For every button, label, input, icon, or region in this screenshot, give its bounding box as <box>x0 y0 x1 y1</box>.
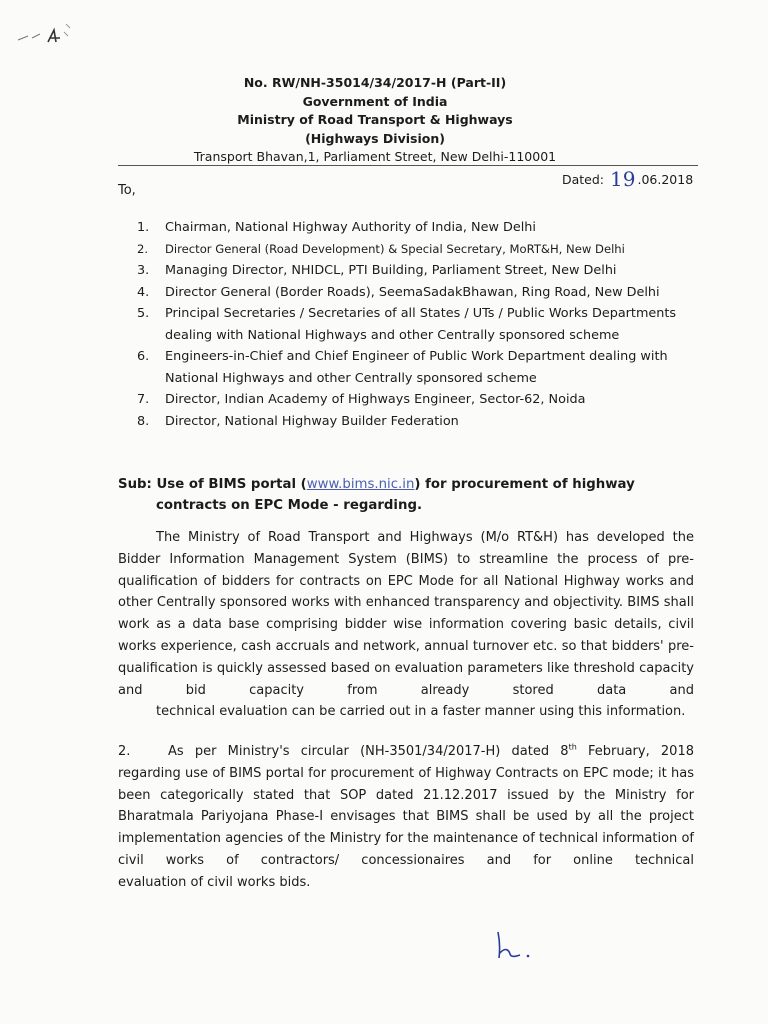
handwritten-scribble-icon <box>14 14 94 54</box>
subject-prefix: Sub: Use of BIMS portal ( <box>118 477 307 492</box>
list-item: 7. Director, Indian Academy of Highways Engineer, Sector-62, Noida <box>137 392 586 407</box>
header-divider <box>118 165 698 166</box>
recipient-list <box>137 217 697 432</box>
paragraph-2 <box>118 741 694 894</box>
list-item: 3. Managing Director, NHIDCL, PTI Building, Parliament Street, New Delhi <box>137 263 617 278</box>
list-item: 6. Engineers-in-Chief and Chief Engineer of Public Work Department dealing with National Highways and other Centrally sponsored scheme <box>137 349 668 386</box>
subject-continuation: contracts on EPC Mode - regarding. <box>156 498 423 513</box>
ministry-name: Ministry of Road Transport & Highways <box>237 112 513 127</box>
dated-day-handwritten: 19 <box>610 167 636 191</box>
subject-suffix: ) for procurement of highway <box>414 477 635 492</box>
subject-line <box>118 474 694 516</box>
bims-portal-link[interactable]: www.bims.nic.in <box>306 477 415 492</box>
list-item: 5. Principal Secretaries / Secretaries of all States / UTs / Public Works Departments dealing with National Highways and other Centrally sponsored scheme <box>137 306 677 343</box>
paragraph-2-superscript: th <box>568 742 577 752</box>
list-item: 2. Director General (Road Development) & Special Secretary, MoRT&H, New Delhi <box>137 241 625 256</box>
office-address: Transport Bhavan,1, Parliament Street, New Delhi-110001 <box>193 149 557 164</box>
dated-label: Dated: <box>562 172 605 187</box>
signature-initial-icon <box>490 924 540 964</box>
dated-month-year: .06.2018 <box>637 172 694 187</box>
paragraph-2-last-line: evaluation of civil works bids. <box>118 874 311 890</box>
paragraph-2-text-a: As per Ministry's circular (NH-3501/34/2017-H) dated 8 <box>168 744 569 759</box>
paragraph-2-text-b: February, 2018 regarding use of BIMS portal for procurement of Highway Contracts on EPC mode; it has been categorically stated that SOP dated 21.12.2017 issued by the Ministry for Bharatmala Pariyojana Phase-I envisages that BIMS shall be used by all the project implementation agencies of the Ministry for the maintenance of technical information of civil works of contractors/ concessionaires and for online technical <box>118 744 694 868</box>
addressee-label: To, <box>118 183 136 198</box>
division-name: (Highways Division) <box>305 130 445 146</box>
date-line <box>562 167 693 191</box>
list-item: 4. Director General (Border Roads), SeemaSadakBhawan, Ring Road, New Delhi <box>137 284 660 300</box>
reference-number: No. RW/NH-35014/34/2017-H (Part-II) <box>243 75 507 90</box>
list-item: 1. Chairman, National Highway Authority of India, New Delhi <box>137 220 536 235</box>
paragraph-1-last-line: technical evaluation can be carried out in a faster manner using this information. <box>156 704 686 720</box>
paragraph-2-number: 2. <box>118 744 131 759</box>
paragraph-1-body: The Ministry of Road Transport and Highways (M/o RT&H) has developed the Bidder Information Management System (BIMS) to streamline the process of pre-qualification of bidders for contracts on EPC Mode for all National Highway works and other Centrally sponsored works with enhanced transparency and objectivity. BIMS shall work as a data base comprising bidder wise information covering basic details, civil works experience, cash accruals and network, annual turnover etc. so that bidders' pre-qualification is quickly assessed based on evaluation parameters like threshold capacity and bid capacity from already stored data and <box>118 530 694 698</box>
letter-header <box>160 74 590 167</box>
list-item: 8. Director, National Highway Builder Federation <box>137 413 459 429</box>
government-name: Government of India <box>302 93 448 109</box>
paragraph-1 <box>118 527 694 723</box>
